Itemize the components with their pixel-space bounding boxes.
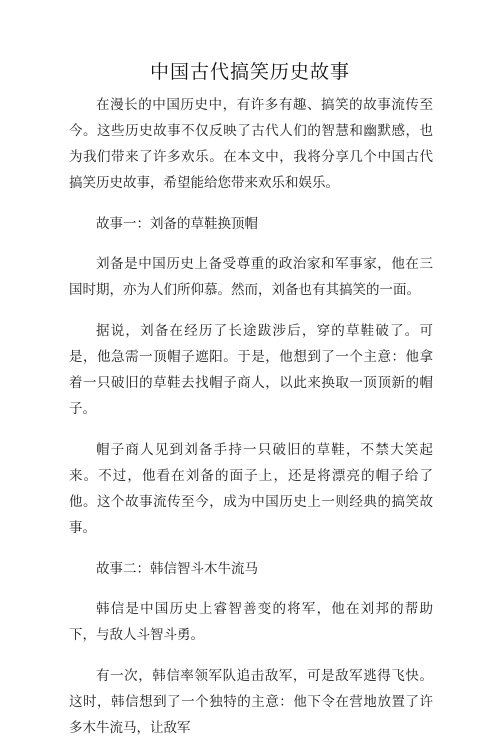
body-paragraph: 有一次，韩信率领军队追击敌军，可是敌军逃得飞快。这时，韩信想到了一个独特的主意：他下令在营地放置了许多木牛流马，让敌军 xyxy=(69,668,433,736)
body-paragraph: 韩信是中国历史上睿智善变的将军，他在刘邦的帮助下，与敌人斗智斗勇。 xyxy=(69,601,433,643)
body-paragraph: 据说，刘备在经历了长途跋涉后，穿的草鞋破了。可是，他急需一顶帽子遮阳。于是，他想到了一个主意：他拿着一只破旧的草鞋去找帽子商人，以此来换取一顶顶新的帽子。 xyxy=(69,323,433,417)
intro-paragraph: 在漫长的中国历史中，有许多有趣、搞笑的故事流传至今。这些历史故事不仅反映了古代人们的智慧和幽默感，也为我们带来了许多欢乐。在本文中，我将分享几个中国古代搞笑历史故事，希望能给您带来欢乐和娱乐。 xyxy=(69,97,433,191)
body-paragraph: 帽子商人见到刘备手持一只破旧的草鞋，不禁大笑起来。不过，他看在刘备的面子上，还是将漂亮的帽子给了他。这个故事流传至今，成为中国历史上一则经典的搞笑故事。 xyxy=(69,442,433,536)
story-two-heading: 故事二：韩信智斗木牛流马 xyxy=(96,561,258,577)
story-one-heading: 故事一：刘备的草鞋换顶帽 xyxy=(96,216,258,232)
page-title: 中国古代搞笑历史故事 xyxy=(149,61,350,83)
document-body xyxy=(69,92,433,756)
body-paragraph: 刘备是中国历史上备受尊重的政治家和军事家，他在三国时期，亦为人们所仰慕。然而，刘备也有其搞笑的一面。 xyxy=(69,256,433,298)
